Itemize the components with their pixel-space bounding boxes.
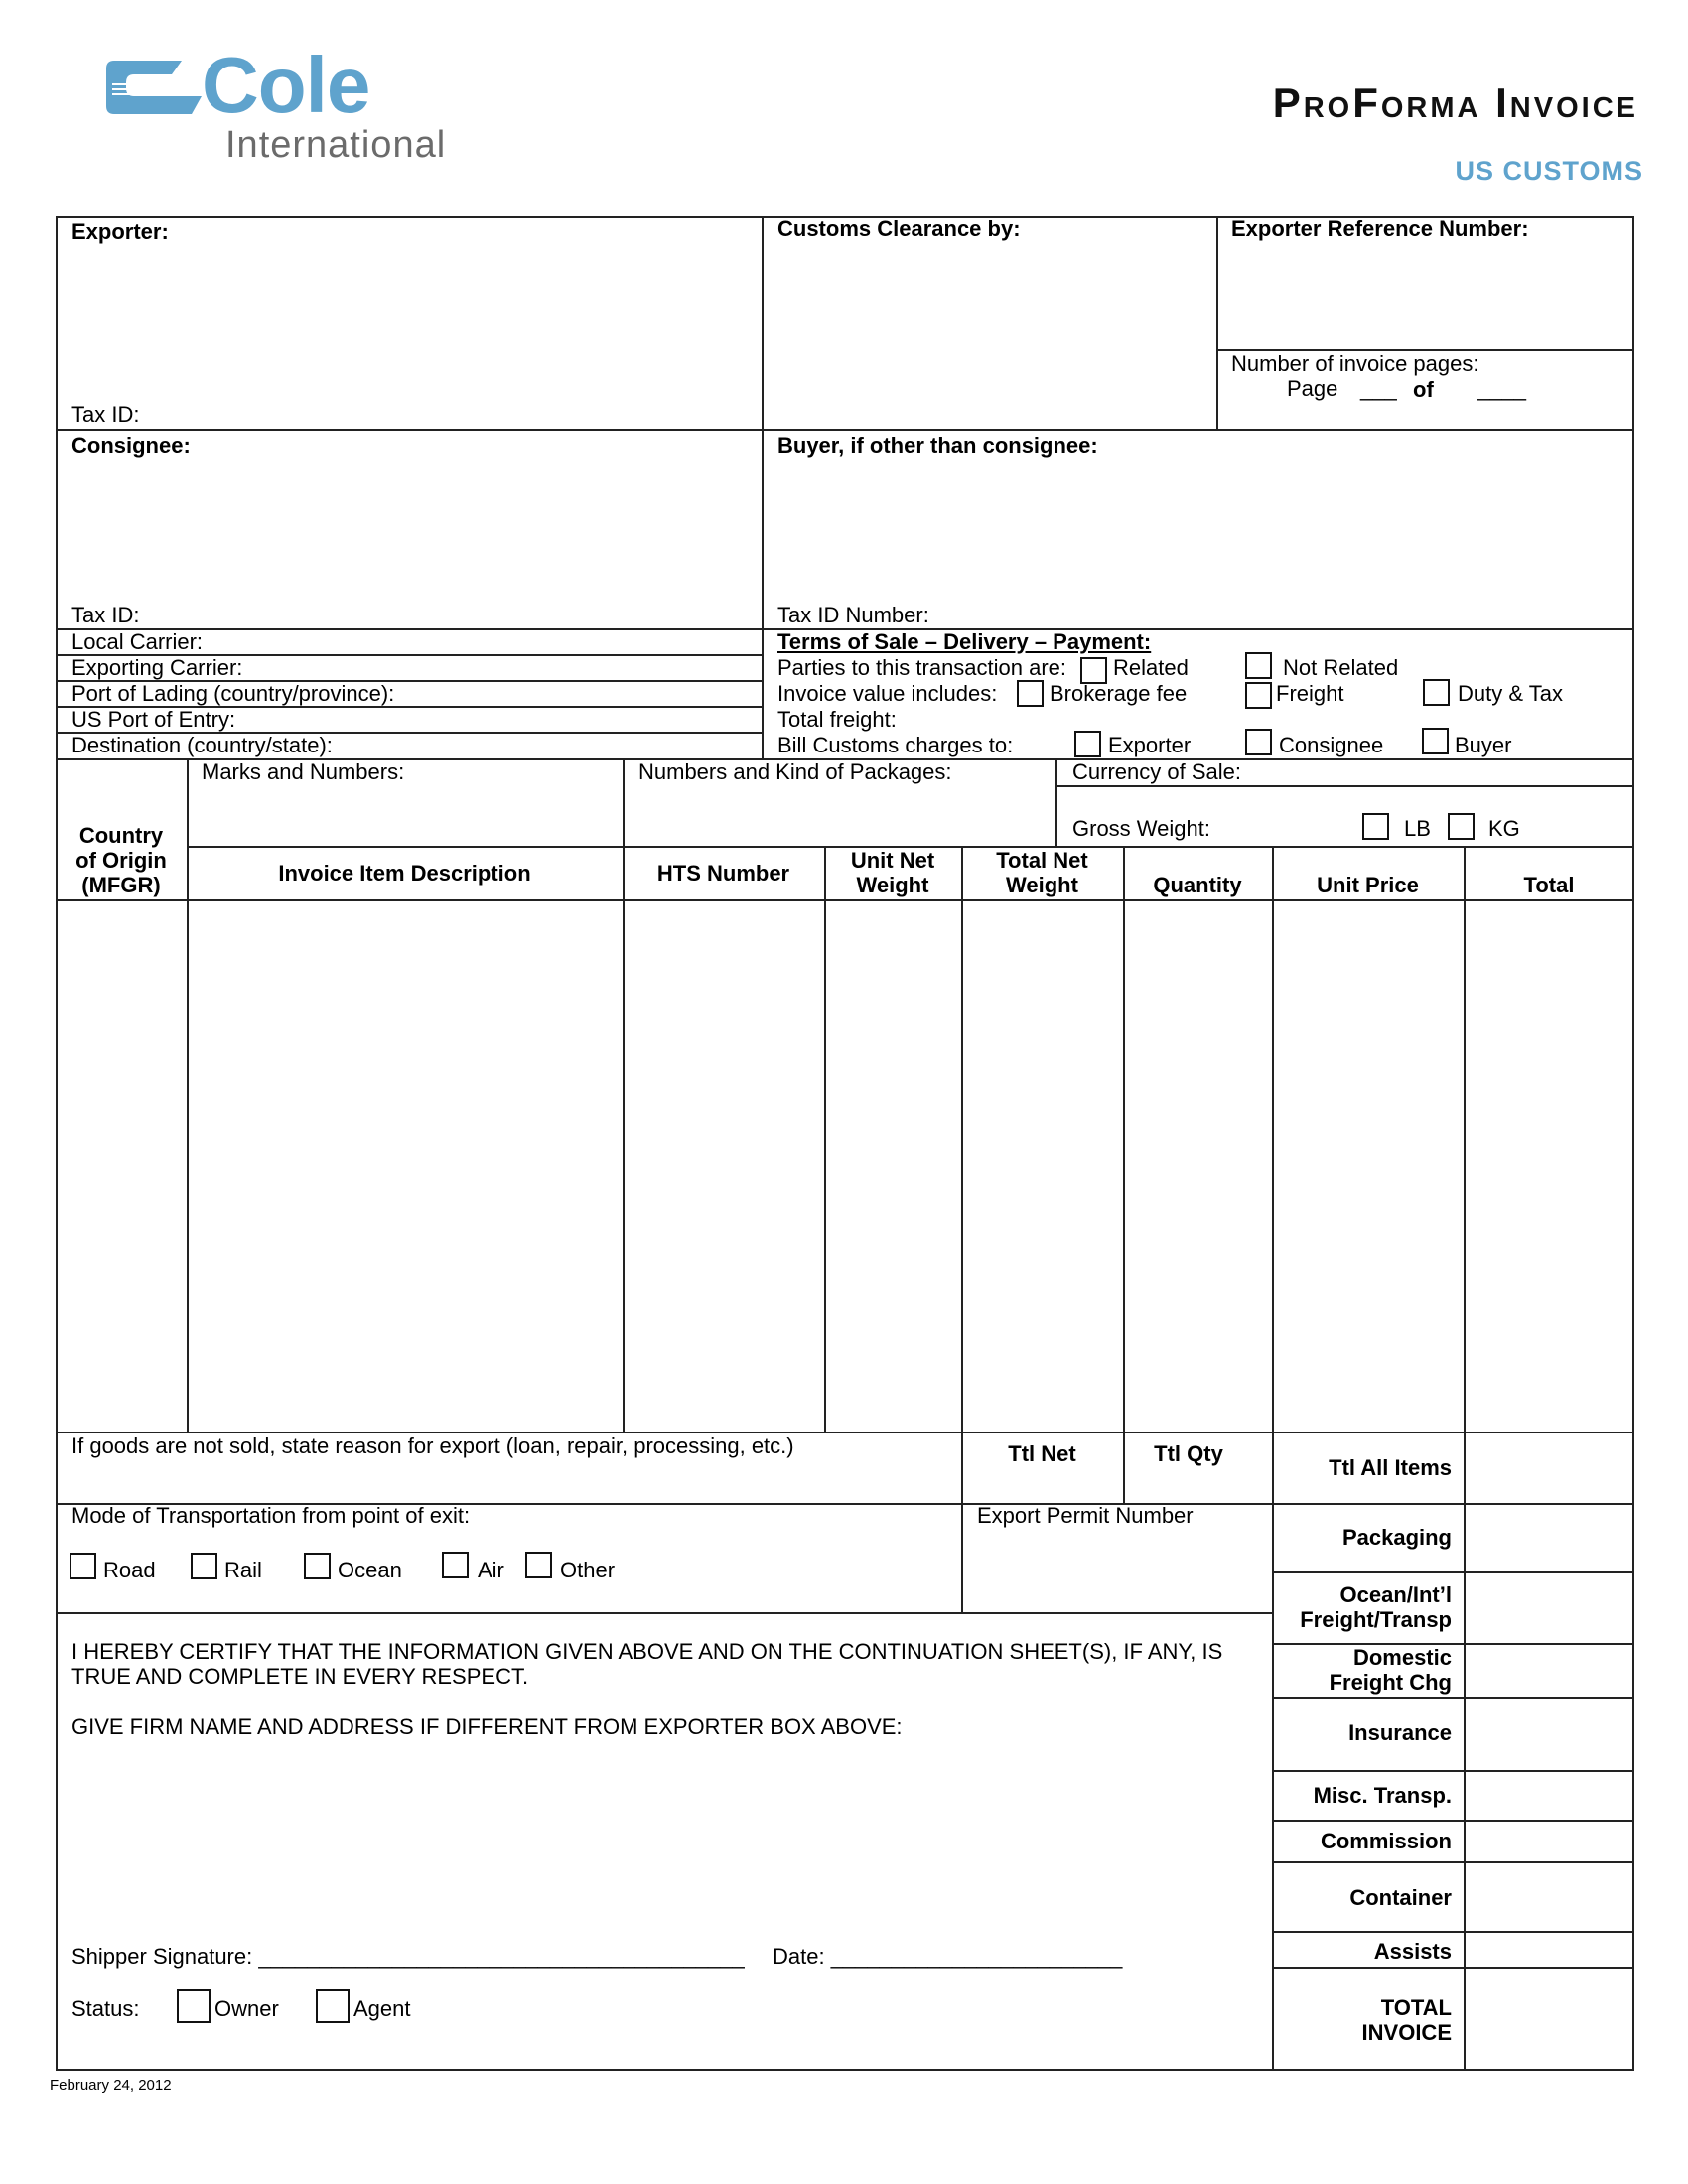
packages-label: Numbers and Kind of Packages: [638,759,952,784]
marks-numbers-label: Marks and Numbers: [202,759,405,784]
logo-subtitle: International [225,124,447,166]
col-country-line2: of Origin [75,848,167,873]
insurance-label: Insurance [1348,1720,1452,1745]
assists-label: Assists [1373,1939,1452,1964]
page-total-blank[interactable]: ____ [1477,376,1526,401]
consignee-tax-id-label: Tax ID: [71,603,140,627]
road-checkbox[interactable] [70,1553,96,1579]
domestic-freight-label-1: Domestic [1352,1645,1452,1670]
parties-label: Parties to this transaction are: [777,655,1067,680]
terms-heading: Terms of Sale – Delivery – Payment: [777,629,1152,654]
bill-consignee-label: Consignee [1279,733,1384,757]
lb-label: LB [1404,816,1431,841]
not-related-checkbox[interactable] [1245,652,1272,679]
owner-label: Owner [214,1996,279,2021]
bill-buyer-checkbox[interactable] [1422,728,1449,754]
total-freight-label: Total freight: [777,707,897,732]
ocean-label: Ocean [338,1558,402,1582]
company-logo [104,41,462,174]
lb-checkbox[interactable] [1362,813,1389,840]
total-invoice-label-1: TOTAL [1380,1995,1452,2020]
bill-exporter-checkbox[interactable] [1074,731,1101,757]
col-total-net-weight-2: Weight [1006,873,1078,897]
col-hts-number: HTS Number [656,861,790,886]
related-checkbox[interactable] [1080,657,1107,684]
road-label: Road [103,1558,156,1582]
col-total-net-weight-1: Total Net [996,848,1088,873]
exporter-reference-label: Exporter Reference Number: [1231,216,1529,241]
brokerage-checkbox[interactable] [1017,680,1044,707]
export-permit-label: Export Permit Number [977,1503,1194,1528]
gross-weight-label: Gross Weight: [1072,816,1210,841]
duty-tax-label: Duty & Tax [1458,681,1563,706]
invoice-includes-label: Invoice value includes: [777,681,998,706]
kg-checkbox[interactable] [1448,813,1475,840]
signature-date-line[interactable]: Date: ________________________ [773,1944,1123,1969]
local-carrier-label: Local Carrier: [71,629,204,654]
exporter-tax-id-label: Tax ID: [71,402,140,427]
duty-tax-checkbox[interactable] [1423,679,1450,706]
misc-transp-label: Misc. Transp. [1313,1783,1452,1808]
air-label: Air [478,1558,504,1582]
col-description: Invoice Item Description [278,861,531,886]
of-label: of [1413,377,1434,402]
ocean-freight-label-2: Freight/Transp [1300,1607,1452,1632]
other-label: Other [560,1558,616,1582]
not-sold-reason-label: If goods are not sold, state reason for export (loan, repair, processing, etc.) [71,1433,794,1458]
total-invoice-label-2: INVOICE [1361,2020,1452,2045]
ttl-qty-label: Ttl Qty [1154,1441,1223,1466]
col-unit-price: Unit Price [1317,873,1419,897]
related-label: Related [1113,655,1189,680]
air-checkbox[interactable] [442,1552,469,1578]
buyer-tax-id-label: Tax ID Number: [777,603,929,627]
bill-charges-label: Bill Customs charges to: [777,733,1014,757]
rail-checkbox[interactable] [191,1553,217,1579]
customs-clearance-label: Customs Clearance by: [777,216,1021,241]
col-unit-net-weight-2: Weight [856,873,929,897]
owner-checkbox[interactable] [177,1989,211,2023]
firm-name-instruction: GIVE FIRM NAME AND ADDRESS IF DIFFERENT FROM EXPORTER BOX ABOVE: [71,1714,903,1739]
other-checkbox[interactable] [525,1552,552,1578]
logo-name: Cole [202,41,370,129]
kg-label: KG [1488,816,1520,841]
shipper-signature-line[interactable]: Shipper Signature: ________________________________________ [71,1944,745,1969]
page-title: ProForma Invoice [1272,79,1638,126]
mode-of-transport-label: Mode of Transportation from point of exit: [71,1503,471,1528]
destination-label: Destination (country/state): [71,733,333,757]
freight-label: Freight [1276,681,1344,706]
domestic-freight-label-2: Freight Chg [1329,1670,1452,1695]
ocean-freight-label-1: Ocean/Int’l [1339,1582,1452,1607]
currency-of-sale-label: Currency of Sale: [1072,759,1241,784]
col-quantity: Quantity [1153,873,1242,897]
page-number-blank[interactable]: ___ [1360,376,1397,401]
agent-label: Agent [353,1996,411,2021]
certify-line-2: TRUE AND COMPLETE IN EVERY RESPECT. [71,1664,529,1689]
exporter-label: Exporter: [71,219,169,244]
footer-date: February 24, 2012 [50,2077,172,2094]
buyer-label: Buyer, if other than consignee: [777,433,1098,458]
consignee-label: Consignee: [71,433,191,458]
ttl-net-label: Ttl Net [1008,1441,1076,1466]
packaging-label: Packaging [1341,1525,1452,1550]
col-country-line3: (MFGR) [81,873,161,897]
bill-buyer-label: Buyer [1455,733,1512,757]
brokerage-label: Brokerage fee [1050,681,1188,706]
freight-checkbox[interactable] [1245,682,1272,709]
ttl-all-items-label: Ttl All Items [1329,1455,1452,1480]
us-port-of-entry-label: US Port of Entry: [71,707,236,732]
cole-logo-mark [104,59,204,118]
bill-exporter-label: Exporter [1108,733,1192,757]
agent-checkbox[interactable] [316,1989,350,2023]
col-total: Total [1523,873,1575,897]
col-unit-net-weight-1: Unit Net [850,848,935,873]
not-related-label: Not Related [1283,655,1399,680]
page-label: Page [1287,376,1338,401]
certify-line-1: I HEREBY CERTIFY THAT THE INFORMATION GIVEN ABOVE AND ON THE CONTINUATION SHEET(S), IF ANY, IS [71,1639,1223,1664]
exporting-carrier-label: Exporting Carrier: [71,655,243,680]
port-of-lading-label: Port of Lading (country/province): [71,681,395,706]
status-label: Status: [71,1996,140,2021]
ocean-checkbox[interactable] [304,1553,331,1579]
rail-label: Rail [224,1558,262,1582]
commission-label: Commission [1320,1829,1452,1853]
container-label: Container [1349,1885,1452,1910]
bill-consignee-checkbox[interactable] [1245,729,1272,755]
page-subtitle: US CUSTOMS [1455,156,1643,186]
col-country-line1: Country [78,823,164,848]
invoice-pages-label: Number of invoice pages: [1231,351,1479,376]
